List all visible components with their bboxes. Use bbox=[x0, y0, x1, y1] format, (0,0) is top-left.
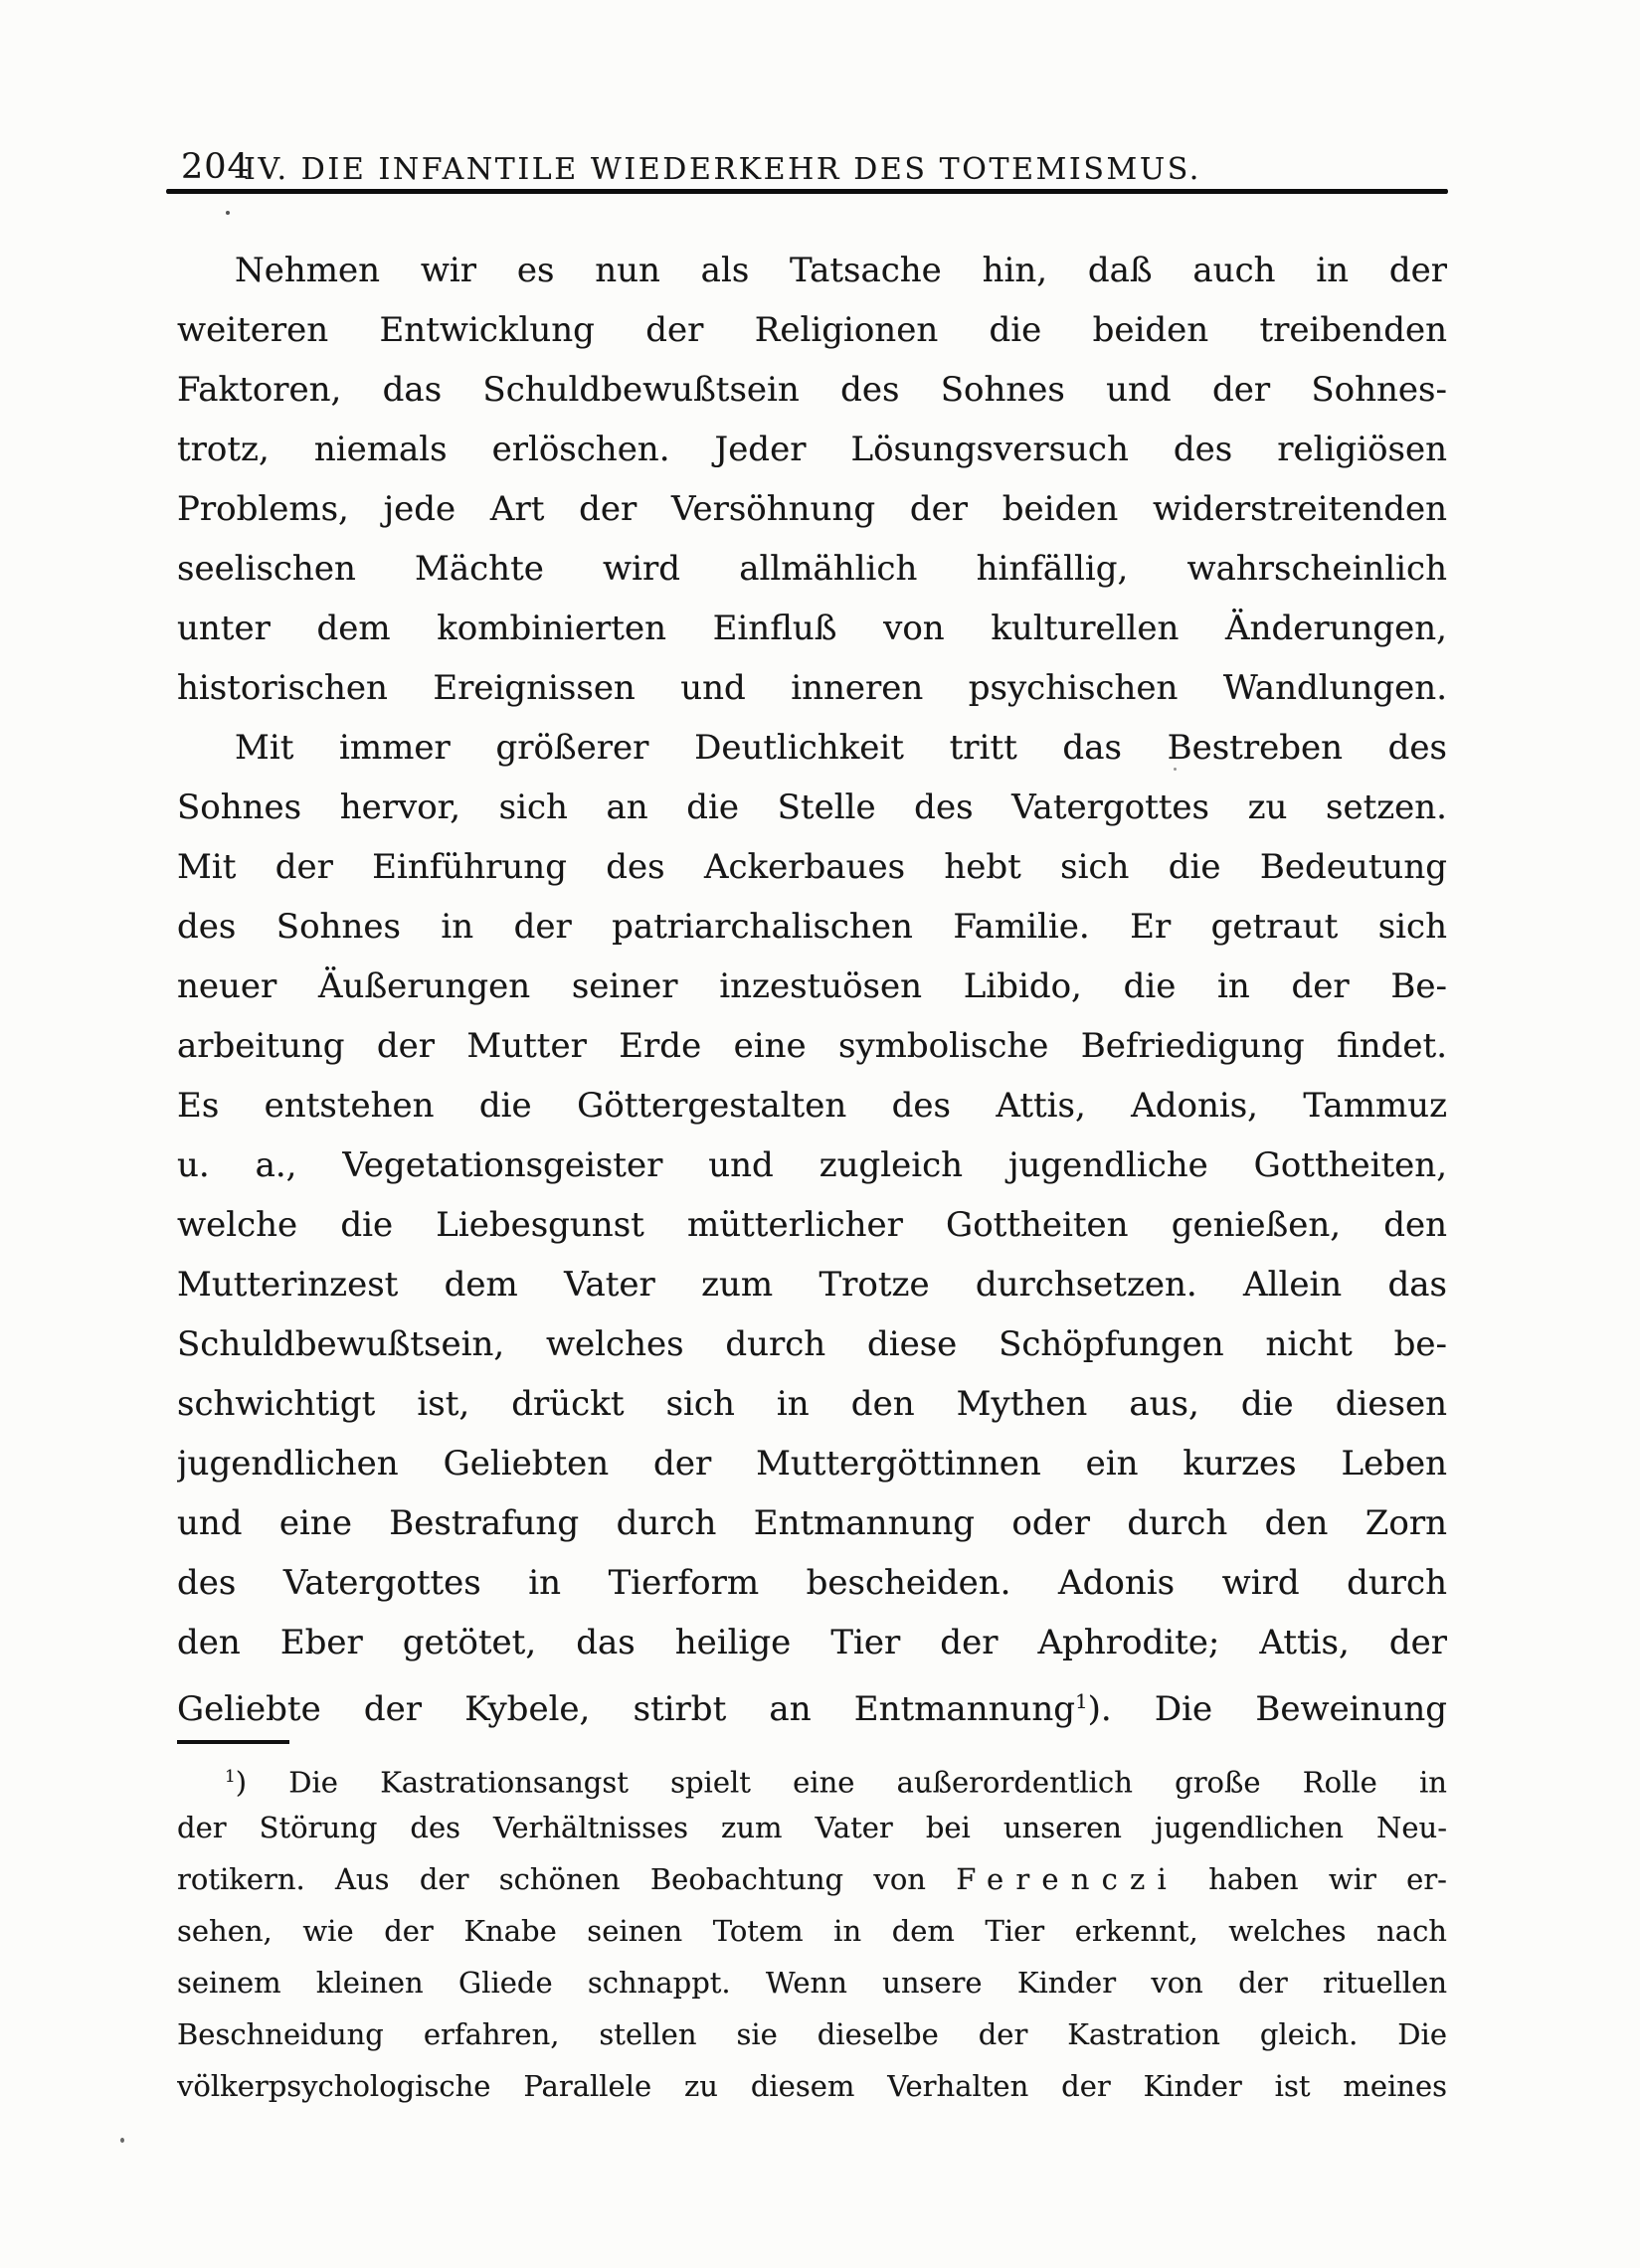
text-line bbox=[177, 1314, 1447, 1374]
text-run: unter dem kombinierten Einfluß von kulturellen Änderungen, bbox=[177, 609, 1447, 648]
text-run: Geliebte der Kybele, stirbt an Entmannung bbox=[177, 1689, 1076, 1730]
text-run: ) Die Kastrationsangst spielt eine außerordentlich große Rolle in bbox=[235, 1765, 1447, 1800]
text-line bbox=[177, 1434, 1447, 1493]
text-run: schwichtigt ist, drückt sich in den Mythen aus, die diesen bbox=[177, 1384, 1447, 1424]
text-run: Beschneidung erfahren, stellen sie dieselbe der Kastration gleich. Die bbox=[177, 2017, 1447, 2051]
text-run: jugendlichen Geliebten der Muttergöttinnen ein kurzes Leben bbox=[177, 1444, 1447, 1483]
text-line bbox=[177, 897, 1447, 957]
text-run: Nehmen wir es nun als Tatsache hin, daß auch in der bbox=[235, 251, 1447, 290]
text-line bbox=[177, 837, 1447, 897]
text-run: trotz, niemals erlöschen. Jeder Lösungsversuch des religiösen bbox=[177, 430, 1447, 469]
text-run: ). Die Beweinung bbox=[1087, 1689, 1447, 1730]
footnote-marker: 1 bbox=[1075, 1690, 1088, 1713]
text-line bbox=[177, 957, 1447, 1016]
text-run: der Störung des Verhältnisses zum Vater bei unseren jugendlichen Neu- bbox=[177, 1811, 1447, 1844]
text-line bbox=[177, 599, 1447, 658]
header-rule bbox=[166, 189, 1448, 194]
footnote-line bbox=[177, 1905, 1447, 1957]
text-line bbox=[177, 1195, 1447, 1255]
text-line bbox=[177, 658, 1447, 718]
footnote-section bbox=[177, 1750, 1447, 2112]
footnote-line bbox=[177, 2008, 1447, 2060]
text-line bbox=[177, 539, 1447, 599]
text-run: rotikern. Aus der schönen Beobachtung von bbox=[177, 1862, 957, 1896]
footnote-marker: 1 bbox=[225, 1766, 236, 1786]
text-line bbox=[177, 1255, 1447, 1314]
text-run: des Sohnes in der patriarchalischen Familie. Er getraut sich bbox=[177, 907, 1447, 947]
text-run: seinem kleinen Gliede schnappt. Wenn unsere Kinder von der rituellen bbox=[177, 1966, 1447, 2000]
text-run: historischen Ereignissen und inneren psychischen Wandlungen. bbox=[177, 668, 1447, 708]
text-line bbox=[177, 300, 1447, 360]
footnote-line bbox=[177, 1802, 1447, 1853]
text-run: u. a., Vegetationsgeister und zugleich jugendliche Gottheiten, bbox=[177, 1145, 1447, 1185]
scan-speck bbox=[120, 2138, 124, 2143]
text-line bbox=[177, 778, 1447, 837]
footnote-line bbox=[177, 1853, 1447, 1905]
text-run: arbeitung der Mutter Erde eine symbolische Befriedigung findet. bbox=[177, 1026, 1447, 1066]
text-line bbox=[177, 360, 1447, 420]
footnote-rule bbox=[177, 1740, 289, 1744]
text-run: Problems, jede Art der Versöhnung der beiden widerstreitenden bbox=[177, 489, 1447, 529]
page-number: 204 bbox=[181, 147, 251, 187]
text-run: weiteren Entwicklung der Religionen die beiden treibenden bbox=[177, 310, 1447, 350]
text-line bbox=[177, 1553, 1447, 1613]
text-line bbox=[177, 1672, 1447, 1732]
text-line bbox=[177, 718, 1447, 778]
text-run: sehen, wie der Knabe seinen Totem in dem Tier erkennt, welches nach bbox=[177, 1914, 1447, 1948]
text-run: den Eber getötet, das heilige Tier der Aphrodite; Attis, der bbox=[177, 1623, 1447, 1662]
text-run: Schuldbewußtsein, welches durch diese Schöpfungen nicht be- bbox=[177, 1324, 1447, 1364]
text-run: Es entstehen die Göttergestalten des Attis, Adonis, Tammuz bbox=[177, 1086, 1447, 1126]
text-run: Sohnes hervor, sich an die Stelle des Vatergottes zu setzen. bbox=[177, 787, 1447, 827]
text-line bbox=[177, 1016, 1447, 1076]
footnote-line bbox=[177, 1750, 1447, 1802]
person-name-ferenczi: Ferenczi bbox=[956, 1862, 1179, 1896]
text-run: Faktoren, das Schuldbewußtsein des Sohnes und der Sohnes- bbox=[177, 370, 1447, 410]
running-head: IV. DIE INFANTILE WIEDERKEHR DES TOTEMISMUS. bbox=[244, 152, 1201, 187]
text-run: Mutterinzest dem Vater zum Trotze durchsetzen. Allein das bbox=[177, 1265, 1447, 1305]
footnote-line bbox=[177, 1957, 1447, 2008]
text-run: Mit der Einführung des Ackerbaues hebt sich die Bedeutung bbox=[177, 847, 1447, 887]
text-run: völkerpsychologische Parallele zu diesem Verhalten der Kinder ist meines bbox=[177, 2069, 1447, 2103]
page-header bbox=[177, 145, 1447, 191]
text-run: des Vatergottes in Tierform bescheiden. Adonis wird durch bbox=[177, 1563, 1447, 1603]
scan-speck bbox=[1174, 768, 1177, 771]
text-line bbox=[177, 1135, 1447, 1195]
text-line bbox=[177, 1613, 1447, 1672]
text-line bbox=[177, 1493, 1447, 1553]
text-line bbox=[177, 420, 1447, 479]
text-run: Mit immer größerer Deutlichkeit tritt das Bestreben des bbox=[235, 728, 1447, 768]
text-line bbox=[177, 1076, 1447, 1135]
text-run: seelischen Mächte wird allmählich hinfällig, wahrscheinlich bbox=[177, 549, 1447, 589]
text-run: welche die Liebesgunst mütterlicher Gottheiten genießen, den bbox=[177, 1205, 1447, 1245]
text-line bbox=[177, 241, 1447, 300]
text-run: haben wir er- bbox=[1178, 1862, 1447, 1896]
text-run: neuer Äußerungen seiner inzestuösen Libido, die in der Be- bbox=[177, 966, 1447, 1006]
text-line bbox=[177, 1374, 1447, 1434]
scan-speck bbox=[226, 211, 230, 215]
body-text bbox=[177, 241, 1447, 1732]
text-run: und eine Bestrafung durch Entmannung oder durch den Zorn bbox=[177, 1503, 1447, 1543]
footnote-line bbox=[177, 2060, 1447, 2112]
text-line bbox=[177, 479, 1447, 539]
